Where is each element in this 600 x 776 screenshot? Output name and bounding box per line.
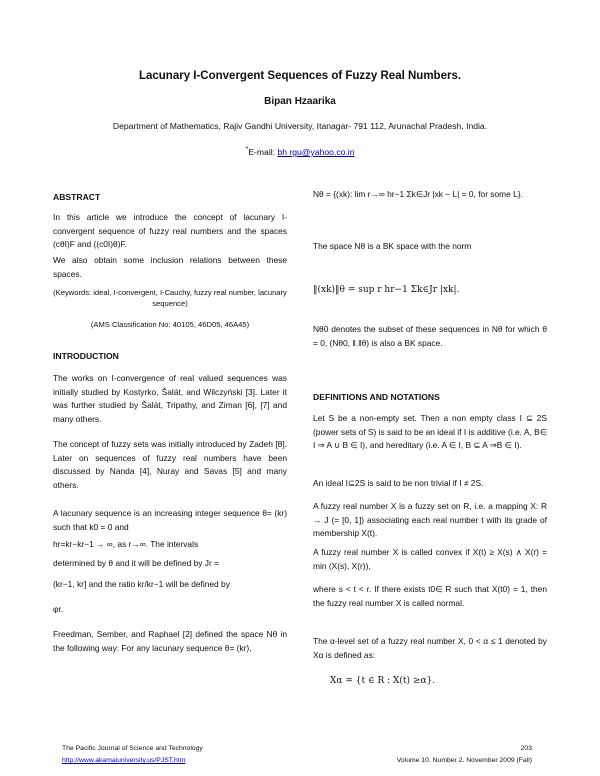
- bk-space-text: The space Nθ is a BK space with the norm: [313, 241, 472, 251]
- footer-url-link[interactable]: http://www.akamaiuniversity.us/PJST.htm: [62, 757, 186, 764]
- n-theta-definition: Nθ = {(xk): lim r→∞ hr−1 Σk∈Jr |xk − L| = 0, for some L}.: [313, 189, 523, 199]
- email-label: E-mail:: [248, 146, 276, 157]
- keywords: (Keywords: ideal, I-convergent, I-Cauchy, fuzzy real number, lacunary sequence): [53, 288, 287, 308]
- intro-paragraph-3b: hr=kr−kr−1 → ∞, as r→∞. The intervals: [53, 539, 199, 549]
- intro-paragraph-3d: (kr−1, kr] and the ratio kr/kr−1 will be defined by: [53, 579, 230, 589]
- email-line: *E-mail: bh rgu@yahoo.co.in: [245, 145, 355, 157]
- definition-alpha-level: The α-level set of a fuzzy real number X, 0 < α ≤ 1 denoted by Xα is defined as:: [313, 636, 547, 660]
- definition-normal: where s < t < r. If there exists t0∈ R such that X(t0) = 1, then the fuzzy real number X is called normal.: [313, 584, 547, 608]
- abstract-text-1: In this article we introduce the concept of lacunary I-convergent sequence of fuzzy real numbers and the spaces (cθI)F and ((c0I)θ)F.: [53, 212, 287, 249]
- ams-classification: (AMS Classification No: 40105, 46D05, 46A45): [90, 320, 250, 329]
- definition-fuzzy-real: A fuzzy real number X is a fuzzy set on R, i.e. a mapping X: R → J (= [0, 1]) associating each real number t with its grade of membership X(t).: [313, 501, 547, 538]
- n0-subset-text: Nθ0 denotes the subset of these sequences in Nθ for which θ = 0, (Nθ0, ‖.‖θ) is also a BK space.: [313, 324, 547, 348]
- paper-title: Lacunary I-Convergent Sequences of Fuzzy Real Numbers.: [138, 70, 462, 82]
- alpha-level-formula: Xα = {t ∈ R : X(t) ≥α}.: [330, 676, 436, 686]
- introduction-heading: INTRODUCTION: [53, 351, 119, 361]
- author-name: Bipan Hzaarika: [264, 96, 336, 107]
- abstract-heading: ABSTRACT: [53, 192, 101, 202]
- footer-volume: Volume 10. Number 2. November 2009 (Fall): [396, 757, 532, 764]
- definition-nontrivial: An ideal I⊆2S is said to be non trivial if I ≠ 2S.: [313, 478, 484, 488]
- definitions-heading: DEFINITIONS AND NOTATIONS: [313, 392, 440, 402]
- intro-paragraph-3c: determined by θ and it will be defined by Jr =: [53, 558, 219, 568]
- footer-journal: The Pacific Journal of Science and Technology: [62, 745, 203, 752]
- affiliation: Department of Mathematics, Rajiv Gandhi University, Itanagar- 791 112, Arunachal Pradesh, India.: [112, 121, 488, 131]
- footer-page-number: 203: [520, 745, 532, 752]
- norm-formula: ‖(xk)‖θ = sup r hr−1 Σk∈Jr |xk|.: [313, 285, 460, 295]
- email-link[interactable]: bh rgu@yahoo.co.in: [277, 146, 355, 157]
- intro-paragraph-2: The concept of fuzzy sets was initially introduced by Zadeh [8]. Later on sequences of fuzzy real numbers have been discussed by Nanda [4], Nuray and Savas [5] and many others.: [53, 439, 287, 490]
- intro-paragraph-3e: φr.: [53, 604, 64, 614]
- definition-convex: A fuzzy real number X is called convex if X(t) ≥ X(s) ∧ X(r) = min (X(s), X(r)),: [313, 547, 547, 571]
- intro-paragraph-1: The works on I-convergence of real valued sequences was initially studied by Kostyrko, Šalát, and Wilczyński [3]. Later it was further studied by Šalát, Tripathy, and Ziman [6], [7] and many others.: [53, 373, 287, 424]
- footer-url-wrap: [62, 757, 185, 764]
- intro-paragraph-3a: A lacunary sequence is an increasing integer sequence θ= (kr) such that k0 = 0 and: [53, 508, 287, 532]
- abstract-text-2: We also obtain some inclusion relations between these spaces.: [53, 255, 287, 279]
- intro-paragraph-4: Freedman, Sember, and Raphael [2] defined the space Nθ in the following way: For any lacunary sequence θ= (kr),: [53, 629, 287, 653]
- definition-ideal: Let S be a non-empty set. Then a non empty class I ⊆ 2S (power sets of S) is said to be an ideal if I is additive (i.e. A, B∈ I ⇒ A ∪ B ∈ I), and hereditary (i.e. A ∈ I, B ⊆ A ⇒B ∈ I).: [313, 413, 547, 450]
